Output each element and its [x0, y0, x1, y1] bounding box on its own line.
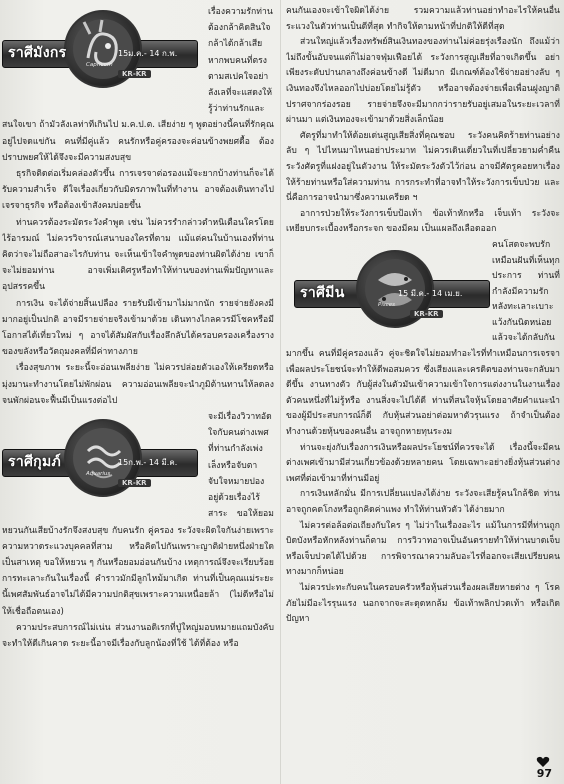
paragraph: การเงินหลักมั่น มีการเปลี่ยนแปลงได้ง่าย ระวังจะเสียรู้คนใกล้ชิด ท่านอาจถูกคดโกงหรือถูกคิดค่าแพง ทำให้ท่านหัวตัว ได้ง่ายมาก: [286, 489, 560, 515]
paragraph: ไม่ควรต่อล้อต่อเถียงกับใคร ๆ ไม่ว่าในเรื่องอะไร แม้ในการมีที่ท่านถูกบิดบังหรือหักหลังท่านก็ตาม การวิวาทอาจเป็นอันตรายทำให้ท่านบาดเจ็บ หรือเจ็บปวดได้ไปด้วย การพิจารณาความลับอะไรที่ออกจะเสียเปรียบคนทางมากก็หน่อย: [286, 520, 560, 578]
sign-name: ราศีมังกร: [8, 45, 67, 61]
paragraph: ความประสบการณ์ไม่เน่น ส่วนงานอดิเรกที่ปู่ใหญ่มอบหมายแถมบังคับจะทำให้ดีเกินคาด ระยะนี้อาจมีเรื่องกับลูกน้องที่ใช้ ได้ที่ต้อง หรือ: [2, 622, 274, 649]
paragraph: ส่วนใหญ่แล้วเรื่องทรัพย์สินเงินทองของท่านไม่ค่อยรุ่งเรืองนัก ถึงแม้ว่าไม่ถึงขั้นอับจนแต่ก็ไม่อาจฟุ่มเฟือยได้ ระวังการสูญเสียที่อาจเกิดขึ้น อย่าเพียงระดับปานกลางถึงค่อนข้างดี ไม่ดีมาก มีเกณฑ์ต้องใช้จ่ายอย่างลับ ๆ เงินทองจึงไหลออกไปบ่อยโดยไม่รู้ตัว หรืออาจต้องจ่ายเพื่อเพื่อนฝูงญาติปราศจากร่องรอย รายจ่ายจึงจะมีมากกว่ารายรับอยู่เสมอในระยะเวลาที่ผ่านมา แต่เงินทองจะเข้ามาด้วยสิ่งเล็กน้อย: [286, 37, 560, 126]
pisces-badge: [294, 246, 492, 336]
page-number: 97: [536, 767, 552, 780]
paragraph: ไม่ควรปะทะกับคนในครอบครัวหรือหุ้นส่วนเรื่องผลเสียหายต่าง ๆ โรคภัยไม่มีอะไรรุนแรง นอกจากจะสะดุดหกล้ม ข้อเท้าพลิกปวดเท้า หรือเกิดปัญหา: [286, 582, 560, 625]
sign-name: ราศีมีน: [300, 284, 345, 301]
sign-dates: 15ก.พ.- 14 มี.ค.: [118, 458, 178, 468]
paragraph: ท่านจะยุ่งกับเรื่องการเงินหรือผลประโยชน์ที่ควรจะได้ เรื่องนี้จะมีคนต่างเพศเข้ามามีส่วนเกี่ยวข้องด้วยหลายคน โดยเฉพาะอย่างยิ่งหุ้นส่วนต่างเพศที่ต่อเข้ามาที่ท่านมีอยู่: [286, 442, 560, 484]
paragraph: ธุรกิจติดต่อเริ่มคล่องตัวขึ้น การเจรจาต่อรองแม้จะยากบ้างท่านก็จะได้รับความสำเร็จ ดีใจเรื่องเกี่ยวกับมิตรภาพในที่ทำงาน อาจต้องเดินทางไปเจรจาธุรกิจ หรือต้องเข้าสังคมบ่อยขึ้น: [2, 169, 274, 212]
paragraph: คนโสดจะพบรักเหมือนฝันที่เห็นทุกประการ ท่านที่กำลังมีความรักหลังทะเลาะเบาะแว้งกันนิดหน่อยแล้วจะได้กลับกันมากขึ้น คนที่มีคู่ครองแล้ว คู่จะชิดใจไม่ยอมทำอะไรที่ทำเหมือนการเจรจาเพื่อผลประโยชน์จะทำให้ดีพอสมควร ซึ่งเสียงและเครดิตของท่านจะกลับมาดีขึ้น งานทางตัว กับผู้ส่งในตัวมันเข้าความเข้าใจการแต่งงานในงานเรื่อง ตัวคนหนึ่งที่ไม่รู้หรือ งานสิ่งจะไปได้ดี ท่านที่สนใจหุ้นโดยอาศัยคำแนะนำของผู้มีประสบการณ์ก็ดี กับหุ้นส่วนอย่าต่อมหาตัวรุนแรง ถ้าจำเป็นต้องทำงานด้วยหุ้นของคนอื่น อาจถูกหายทุนระงม: [286, 239, 560, 438]
paragraph: ท่านควรต้องระมัดระวังคำพูด เช่น ไม่ควรรำกล่าวตำหนิเตือนใครโดยไร้อารมณ์ ไม่ควรวิจารณ์เสนาบองใครที่ตาม แม้แต่คนในบ้านเองที่ท่านคิดว่าจะไม่ถือสาอะไรกับท่าน จะเห็นเข้าใจคำพูดของท่านผิดได้ง่าย เขาก็จะไม่ยอมท่าน อาจเพิ่มเติศรูหรือทำให้ท่านของท่านเพิ่มปัญหาและอุปสรรคขึ้น: [2, 217, 274, 293]
capricorn-badge: [2, 6, 200, 96]
sign-english-name: Pisces: [378, 301, 395, 308]
sign-name: ราศีกุมภ์: [8, 454, 62, 471]
sign-english-name: Aquarius: [86, 471, 111, 478]
aquarius-badge: [2, 415, 200, 505]
sign-dates: 15ม.ค.- 14 ก.พ.: [118, 49, 178, 58]
left-column: [2, 4, 274, 764]
paragraph: เรื่องความรักท่านต้องกล้าคิดสินใจกล้าได้กล้าเสีย หากพบคนที่ตรงตามสเปคใจอย่าลังเลที่จะแสดงให้รู้ว่าท่านรักและสนใจเขา ถ้ามัวลังเลท่าทีเกินไป ม.ค.ป.ต. เสียง่าย ๆ พูดอย่างนี้คนที่รักคุณอยู่ไปจดแข่กัน คนที่มีคู่แล้ว คนรักหรือคู่ครองจะค่อนข้างพยศดื้อ ต้องปราบพยศให้ได้จึงจะมีความสงบสุข: [2, 7, 274, 163]
right-column: [286, 4, 560, 764]
paragraph: คนกันเองจะเข้าใจผิดได้ง่าย รวมความแล้วท่านอย่าทำอะไรให้คนอื่นระแวงในตัวท่านเป็นดีที่สุด ทำกิจให้ตามหน้าที่ปกติให้ดีที่สุด: [286, 6, 560, 32]
sign-english-name: Capricorn: [86, 62, 113, 68]
paragraph: ศัตรูที่มาทำให้ด้อยเด่นสูญเสียสิ่งที่คุณชอบ ระวังคนคิดร้ายท่านอย่างลับ ๆ ไปไหนมาไหนอย่าประมาท ไม่ควรเดินเดี่ยวในที่เปลี่ยวยามค่ำคืน ระวังศัตรูที่แฝงอยู่ในตัวงาน ให้ระมัดระวังตัวไว้ก่อน อาจมีศัตรูคอยหาเรื่องให้ร้ายท่านหรือใส่ความท่าน การกระทำที่อาจทำให้ระวังการเข็บป่วย และนี่คือการอาจนำมาซึ่งความเครียด ฯ: [286, 130, 560, 204]
paragraph: การเงิน จะได้จ่ายสิ้นเปลือง รายรับมีเข้ามาไม่มากนัก รายจ่ายยังคงมีมากอยู่เป็นปกติ อาจมีรายจ่ายจริงเข้ามาด้วย เดินทางไกลควรมีโชคหรือมีโอกาสได้เที่ยวใหม่ ๆ อาจได้สัมผัสกับเรื่องลึกลับได้ครอบครองเครื่องรางของขลังหรือวัตถุมงคลที่มีค่าทางภาย: [2, 298, 274, 358]
paragraph: เรื่องสุขภาพ ระยะนี้จะอ่อนเพลียง่าย ไม่ควรปล่อยตัวเองให้เครียดหรือมุ่งมานะทำงานโดยไม่พักผ่อน ความอ่อนเพลียจะนำภูมิต้านทานให้ลดลงจนพักผ่อนจะฟื้นมีเป็นแรงต่อไป: [2, 363, 274, 406]
sign-dates: 15 มี.ค.- 14 เม.ย.: [398, 288, 463, 298]
paragraph: อาการป่วยให้ระวังการเข็บป้อเท้า ข้อเท้าหักหรือ เจ็บเท้า ระวังจะเหยียบกระเบื้องหรือกระจก ของมีคม เป็นแผลถึงเลือดออก: [286, 208, 560, 235]
paragraph: จะมีเรื่องวิวาทอัดใจกับคนต่างเพศที่ท่านกำลังเพ่งเล็งหรือจับตาจับใจหมายปองอยู่ด้วยเรื่องไร้สาระ ขอให้ยอมหยวนกันเสียบ้างรักจึงสงบสุข กับคนรัก คู่ครอง ระวังจะผิดใจกันง่ายเพราะความหวาดระแวงบุคคลที่สาม หรือคิดไปกันเพราะญาติฝ่ายหนึ่งฝ่ายใดเป็นสาเหตุ ขอให้หยวน ๆ กันหรือยอมอ่อนกันบ้าง เหตุการณ์จึงจะเรียบร้อย การทะเลาะกันในเรื่องนี้ คำราวมักมีลูกไหม้มาเกิด ท่านที่เป็นคุณแม่ระยะนี้เพศสัมพันธ์อาจไม่ได้มีความปกติสุขเพราะความเหนื่อยล้า (ไม่ดีหรือไม่ ให้เชื่อถือตนเอง): [2, 412, 274, 617]
publisher-logo: KR-KR: [118, 479, 151, 487]
column-divider: [280, 0, 281, 784]
publisher-logo: KR-KR: [410, 310, 443, 318]
publisher-logo: KR-KR: [118, 70, 151, 78]
